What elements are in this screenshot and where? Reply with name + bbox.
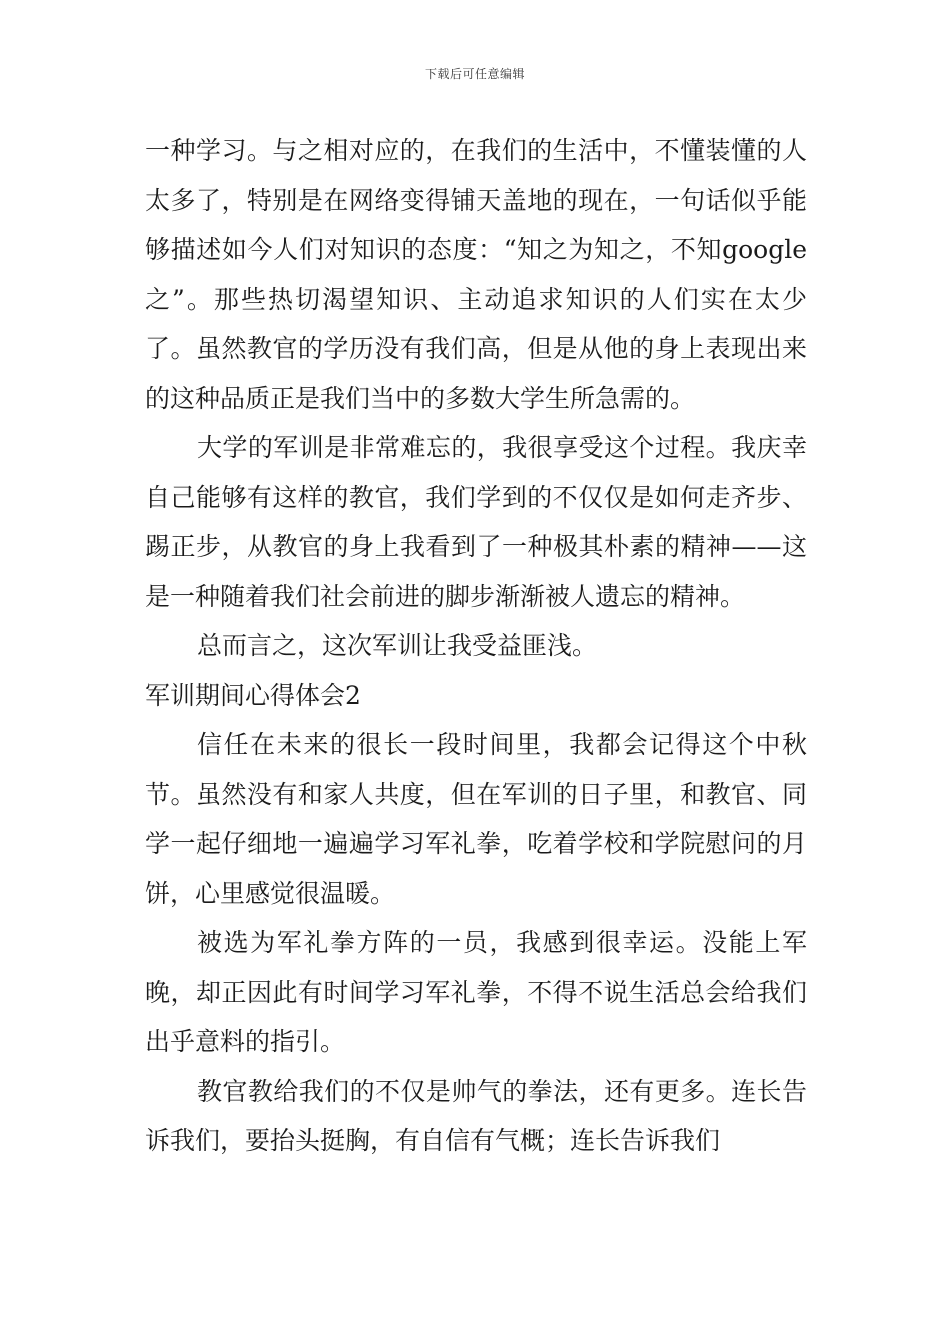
section-heading: 军训期间心得体会2 — [145, 680, 361, 710]
document-body — [145, 126, 807, 1166]
paragraph-instructor-lessons: 教官教给我们的不仅是帅气的拳法，还有更多。连长告诉我们，要抬头挺胸，有自信有气概；连长告诉我们 — [145, 1076, 807, 1155]
page-header: 下载后可任意编辑 — [424, 67, 525, 81]
paragraph-military-training-reflection: 大学的军训是非常难忘的，我很享受这个过程。我庆幸自己能够有这样的教官，我们学到的不仅仅是如何走齐步、踢正步，从教官的身上我看到了一种极其朴素的精神——这是一种随着我们社会前进的脚步渐渐被人遗忘的精神。 — [145, 433, 807, 611]
paragraph-mid-autumn: 信任在未来的很长一段时间里，我都会记得这个中秋节。虽然没有和家人共度，但在军训的日子里，和教官、同学一起仔细地一遍遍学习军礼拳，吃着学校和学院慰问的月饼，心里感觉很温暖。 — [145, 730, 807, 908]
paragraph-selected-for-formation: 被选为军礼拳方阵的一员，我感到很幸运。没能上军晚，却正因此有时间学习军礼拳，不得不说生活总会给我们出乎意料的指引。 — [145, 928, 807, 1056]
paragraph-continuation: 一种学习。与之相对应的，在我们的生活中，不懂装懂的人太多了，特别是在网络变得铺天盖地的现在，一句话似乎能够描述如今人们对知识的态度：“知之为知之，不知google之”。那些热切渴望知识、主动追求知识的人们实在太少了。虽然教官的学历没有我们高，但是从他的身上表现出来的这种品质正是我们当中的多数大学生所急需的。 — [145, 136, 807, 413]
paragraph-summary: 总而言之，这次军训让我受益匪浅。 — [197, 631, 598, 660]
